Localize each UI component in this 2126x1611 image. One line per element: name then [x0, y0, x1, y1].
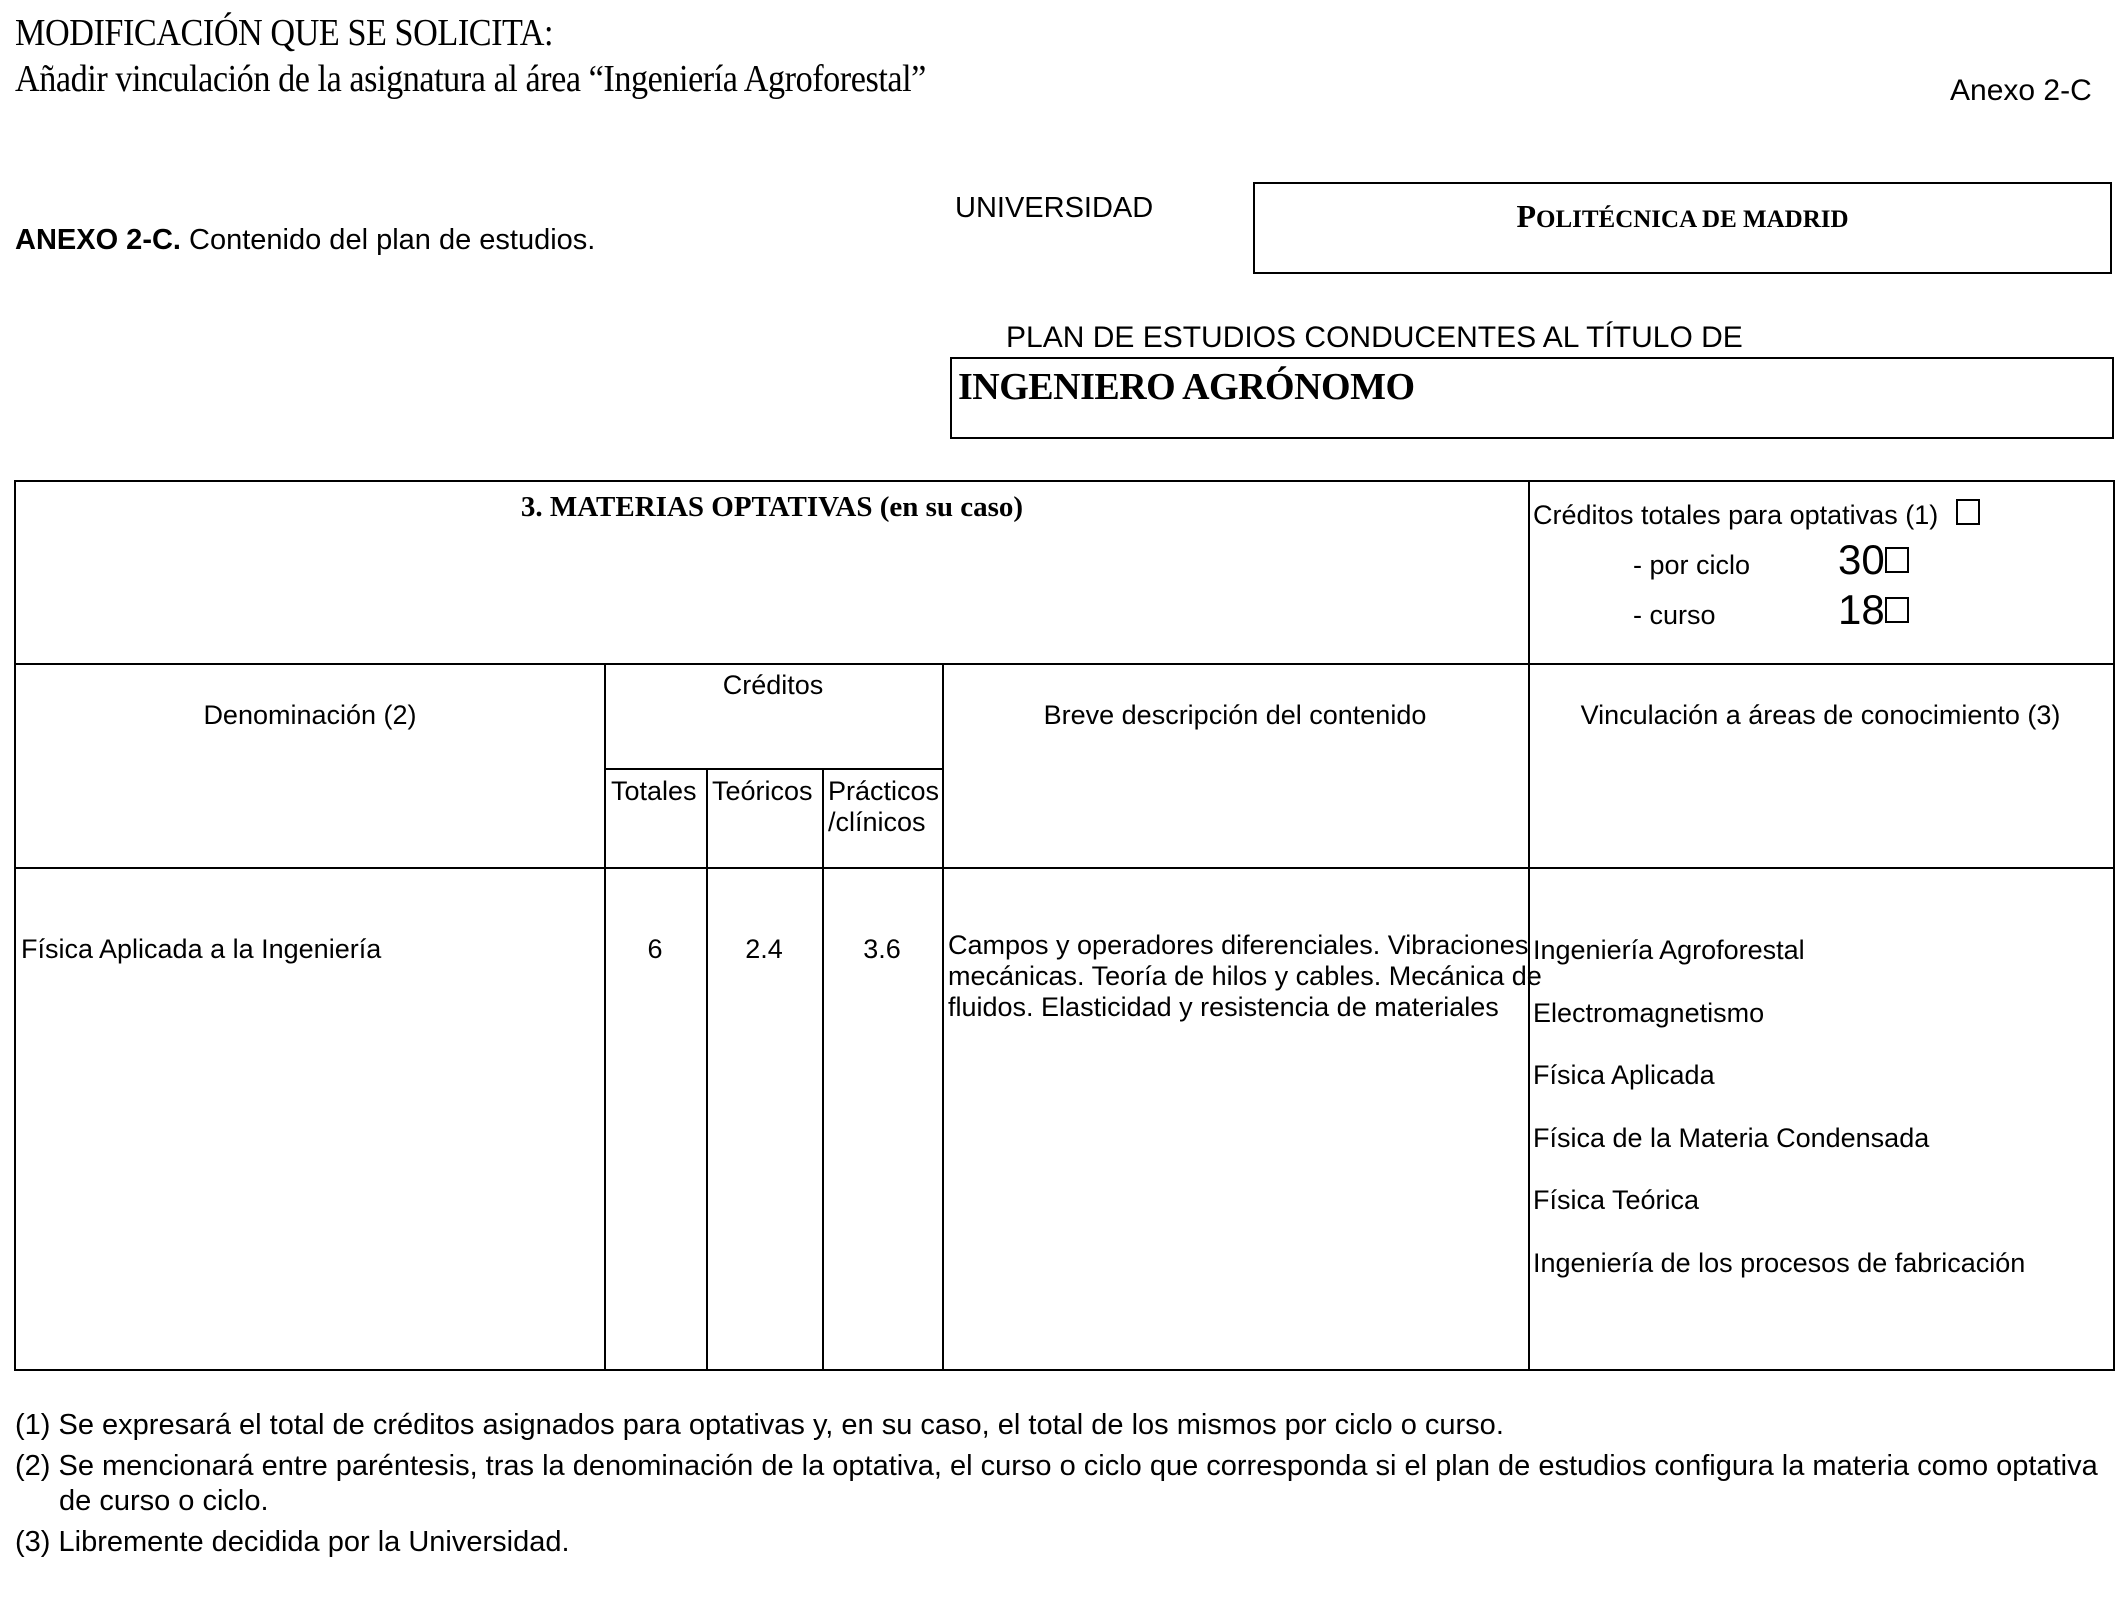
- degree-title: INGENIERO AGRÓNOMO: [958, 366, 1415, 408]
- row-descripcion-line-1: Campos y operadores diferenciales. Vibraciones: [948, 930, 1529, 960]
- row-descripcion: [948, 930, 1542, 1023]
- university-name-initial: P: [1516, 198, 1536, 234]
- header-teoricos: Teóricos: [712, 776, 813, 806]
- optional-subjects-table: [14, 480, 2115, 1371]
- annex-heading: [15, 224, 595, 257]
- university-label: UNIVERSIDAD: [955, 192, 1154, 224]
- table-divider: [822, 768, 824, 1369]
- university-box: [1253, 182, 2112, 274]
- per-cycle-number: 30: [1838, 536, 1885, 583]
- footnote-3: (3) Libremente decidida por la Universidad.: [15, 1526, 570, 1558]
- area-item: Ingeniería Agroforestal: [1533, 935, 1805, 965]
- footnotes: [15, 1408, 2105, 1566]
- header-vinculacion: Vinculación a áreas de conocimiento (3): [1580, 700, 2061, 730]
- university-name: [1255, 198, 2110, 235]
- annex-heading-text: Contenido del plan de estudios.: [180, 224, 596, 256]
- row-descripcion-line-3: fluidos. Elasticidad y resistencia de materiales: [948, 992, 1499, 1022]
- table-divider: [1528, 482, 1530, 1369]
- area-item: Física Aplicada: [1533, 1060, 1715, 1090]
- row-descripcion-line-2: mecánicas. Teoría de hilos y cables. Mecánica de: [948, 961, 1542, 991]
- table-divider: [16, 867, 2113, 869]
- per-cycle-value: [1838, 538, 1909, 582]
- plan-label: PLAN DE ESTUDIOS CONDUCENTES AL TÍTULO DE: [1006, 321, 1743, 354]
- modification-heading: [15, 10, 926, 102]
- header-practicos-line-1: Prácticos: [828, 776, 940, 806]
- university-name-rest: OLITÉCNICA DE MADRID: [1536, 206, 1849, 233]
- row-areas-list: [1533, 919, 2025, 1294]
- row-practicos: 3.6: [863, 934, 901, 964]
- annex-corner-label: Anexo 2-C: [1950, 74, 2092, 107]
- per-course-number: 18: [1838, 586, 1885, 633]
- area-item: Electromagnetismo: [1533, 997, 1765, 1028]
- per-course-value: [1838, 588, 1909, 632]
- row-teoricos: 2.4: [745, 934, 783, 964]
- header-descripcion: Breve descripción del contenido: [1043, 700, 1427, 730]
- table-divider: [604, 663, 606, 1369]
- per-course-label: - curso: [1633, 600, 1716, 630]
- footnote-2: (2) Se mencionará entre paréntesis, tras la denominación de la optativa, el curso o ciclo que corresponda si el plan de estudios configura la materia como optativa de curso o ciclo.: [15, 1450, 2098, 1517]
- section-title: 3. MATERIAS OPTATIVAS (en su caso): [520, 491, 1024, 523]
- table-divider: [942, 663, 944, 1369]
- row-totales: 6: [647, 934, 663, 964]
- per-course-checkbox: [1885, 597, 1909, 623]
- area-item: Física Teórica: [1533, 1185, 1700, 1215]
- header-totales: Totales: [611, 776, 697, 806]
- credits-total-label: Créditos totales para optativas (1): [1533, 500, 1939, 530]
- per-cycle-checkbox: [1885, 547, 1909, 573]
- modification-line-1: MODIFICACIÓN QUE SE SOLICITA:: [15, 12, 554, 54]
- header-practicos-line-2: /clínicos: [828, 807, 926, 837]
- modification-line-2: Añadir vinculación de la asignatura al área “Ingeniería Agroforestal”: [15, 58, 926, 100]
- footnote-1: (1) Se expresará el total de créditos asignados para optativas y, en su caso, el total de los mismos por ciclo o curso.: [15, 1409, 1504, 1441]
- table-divider: [16, 663, 2113, 665]
- per-cycle-label: - por ciclo: [1633, 550, 1751, 580]
- row-denominacion: Física Aplicada a la Ingeniería: [21, 934, 382, 964]
- header-practicos: [828, 776, 939, 838]
- table-divider: [706, 768, 708, 1369]
- area-item: Física de la Materia Condensada: [1533, 1122, 1930, 1153]
- credits-total: [1533, 500, 1980, 531]
- header-creditos: Créditos: [722, 670, 824, 700]
- header-denominacion: Denominación (2): [203, 700, 417, 730]
- area-item: Ingeniería de los procesos de fabricación: [1533, 1247, 2026, 1278]
- degree-title-box: [950, 357, 2114, 439]
- table-divider: [604, 768, 942, 770]
- credits-total-checkbox: [1956, 499, 1980, 525]
- annex-heading-bold: ANEXO 2-C.: [15, 224, 181, 256]
